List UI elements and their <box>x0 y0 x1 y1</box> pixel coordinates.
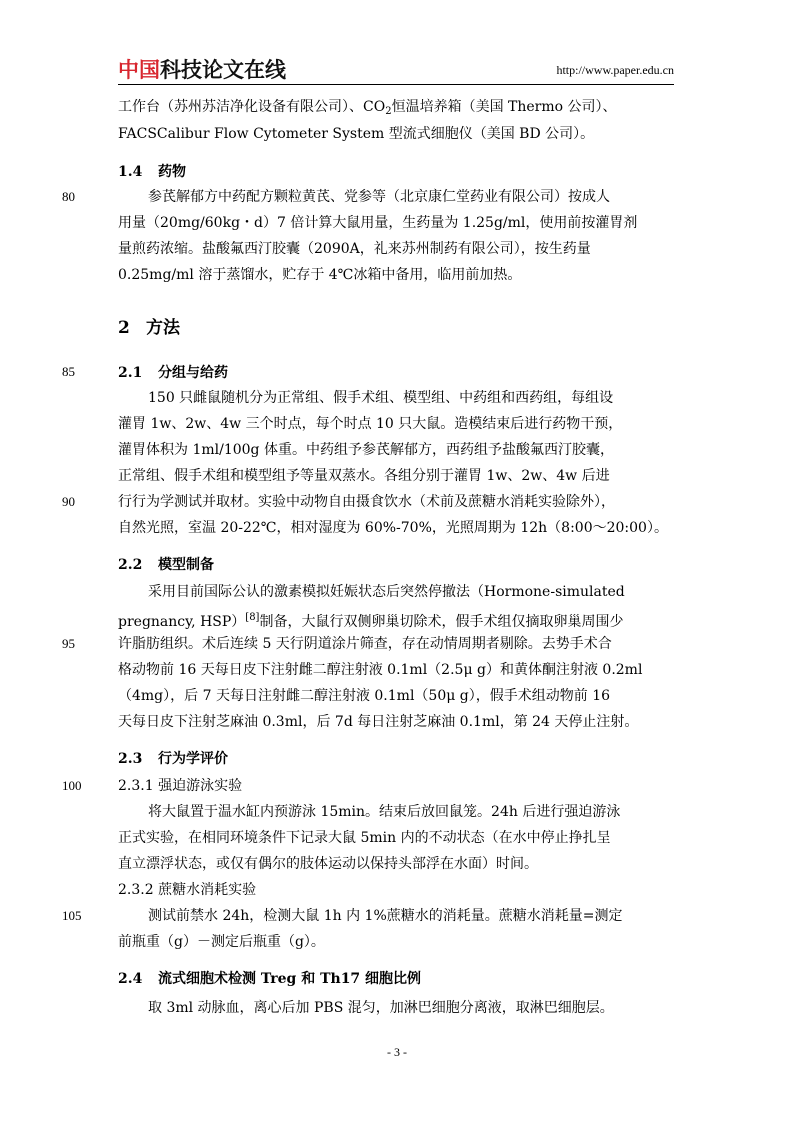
text-line: 许脂肪组织。术后连续 5 天行阴道涂片筛查，存在动情周期者剔除。去势手术合 <box>118 636 612 652</box>
line-number: 100 <box>62 778 82 793</box>
line-number: 85 <box>62 364 75 379</box>
section-heading-2-2: 2.2 模型制备 <box>118 557 214 573</box>
text-line: 工作台（苏州苏洁净化设备有限公司）、$CO_2$恒温培养箱（美国 Thermo 公司）、 <box>118 99 617 117</box>
text-line: 采用目前国际公认的激素模拟妊娠状态后突然停撤法（Hormone-simulated <box>148 584 625 600</box>
text-line: 用量（20mg/60kg・d）7 倍计算大鼠用量，生药量为 1.25g/ml，使用前按灌胃剂 <box>118 215 638 231</box>
logo-black-text: 科技论文在线 <box>160 58 286 82</box>
text-line: 前瓶重（g）－测定后瓶重（g）。 <box>118 934 325 950</box>
text-line: 量煎药浓缩。盐酸氟西汀胶囊（2090A，礼来苏州制药有限公司），按生药量 <box>118 241 591 257</box>
text-line: 灌胃 1w、2w、4w 三个时点，每个时点 10 只大鼠。造模结束后进行药物干预， <box>118 416 623 432</box>
header-url: http://www.paper.edu.cn <box>556 63 674 77</box>
text-line: 150 只雌鼠随机分为正常组、假手术组、模型组、中药组和西药组，每组设 <box>148 390 614 406</box>
text-line: 直立漂浮状态，或仅有偶尔的肢体运动以保持头部浮在水面）时间。 <box>118 856 538 872</box>
text-line: 正常组、假手术组和模型组予等量双蒸水。各组分别于灌胃 1w、2w、4w 后进 <box>118 468 610 484</box>
text-line: 取 3ml 动脉血，离心后加 PBS 混匀，加淋巴细胞分离液，取淋巴细胞层。 <box>148 1000 614 1016</box>
text-line: 行行为学测试并取材。实验中动物自由摄食饮水（术前及蔗糖水消耗实验除外）， <box>118 494 615 510</box>
header-rule <box>118 84 674 85</box>
text-line: FACSCalibur Flow Cytometer System 型流式细胞仪（美国 BD 公司）。 <box>118 126 595 142</box>
text-line: 参芪解郁方中药配方颗粒黄芪、党参等（北京康仁堂药业有限公司）按成人 <box>148 189 610 205</box>
text-line: 测试前禁水 24h，检测大鼠 1h 内 1%蔗糖水的消耗量。蔗糖水消耗量=测定 <box>148 908 623 924</box>
text-line: 0.25mg/ml 溶于蒸馏水，贮存于 4℃冰箱中备用，临用前加热。 <box>118 267 522 283</box>
journal-logo <box>118 57 286 83</box>
text-line: （4mg），后 7 天每日注射雌二醇注射液 0.1ml（50μ g），假手术组动物前 16 <box>118 688 611 704</box>
text-line: 自然光照，室温 20-22℃，相对湿度为 60%-70%，光照周期为 12h（8:00～20:00）。 <box>118 520 668 536</box>
line-number: 80 <box>62 189 75 204</box>
text-line: pregnancy, HSP）[8]制备，大鼠行双侧卵巢切除术，假手术组仅摘取卵巢周围少 <box>118 612 624 630</box>
page-number: - 3 - <box>387 1045 407 1059</box>
section-heading-2-1: 2.1 分组与给药 <box>118 365 228 381</box>
section-heading-2-3: 2.3 行为学评价 <box>118 751 228 767</box>
text-line: 灌胃体积为 1ml/100g 体重。中药组予参芪解郁方，西药组予盐酸氟西汀胶囊， <box>118 442 614 458</box>
subsection-heading: 2.3.1 强迫游泳实验 <box>118 778 243 794</box>
line-number: 105 <box>62 908 82 923</box>
page-header <box>118 57 674 83</box>
subsection-heading: 2.3.2 蔗糖水消耗实验 <box>118 882 257 898</box>
section-heading-2-4: 2.4 流式细胞术检测 Treg 和 Th17 细胞比例 <box>118 971 422 987</box>
line-number: 95 <box>62 636 75 651</box>
section-heading-2: 2 方法 <box>118 318 180 338</box>
text-line: 天每日皮下注射芝麻油 0.3ml，后 7d 每日注射芝麻油 0.1ml，第 24 天停止注射。 <box>118 714 639 730</box>
text-line: 正式实验，在相同环境条件下记录大鼠 5min 内的不动状态（在水中停止挣扎呈 <box>118 830 611 846</box>
section-heading-1-4: 1.4 药物 <box>118 164 186 180</box>
logo-red-text: 中国 <box>118 58 160 82</box>
text-line: 格动物前 16 天每日皮下注射雌二醇注射液 0.1ml（2.5μ g）和黄体酮注射液 0.2ml <box>118 662 643 678</box>
text-line: 将大鼠置于温水缸内预游泳 15min。结束后放回鼠笼。24h 后进行强迫游泳 <box>148 804 621 820</box>
line-number: 90 <box>62 494 75 509</box>
